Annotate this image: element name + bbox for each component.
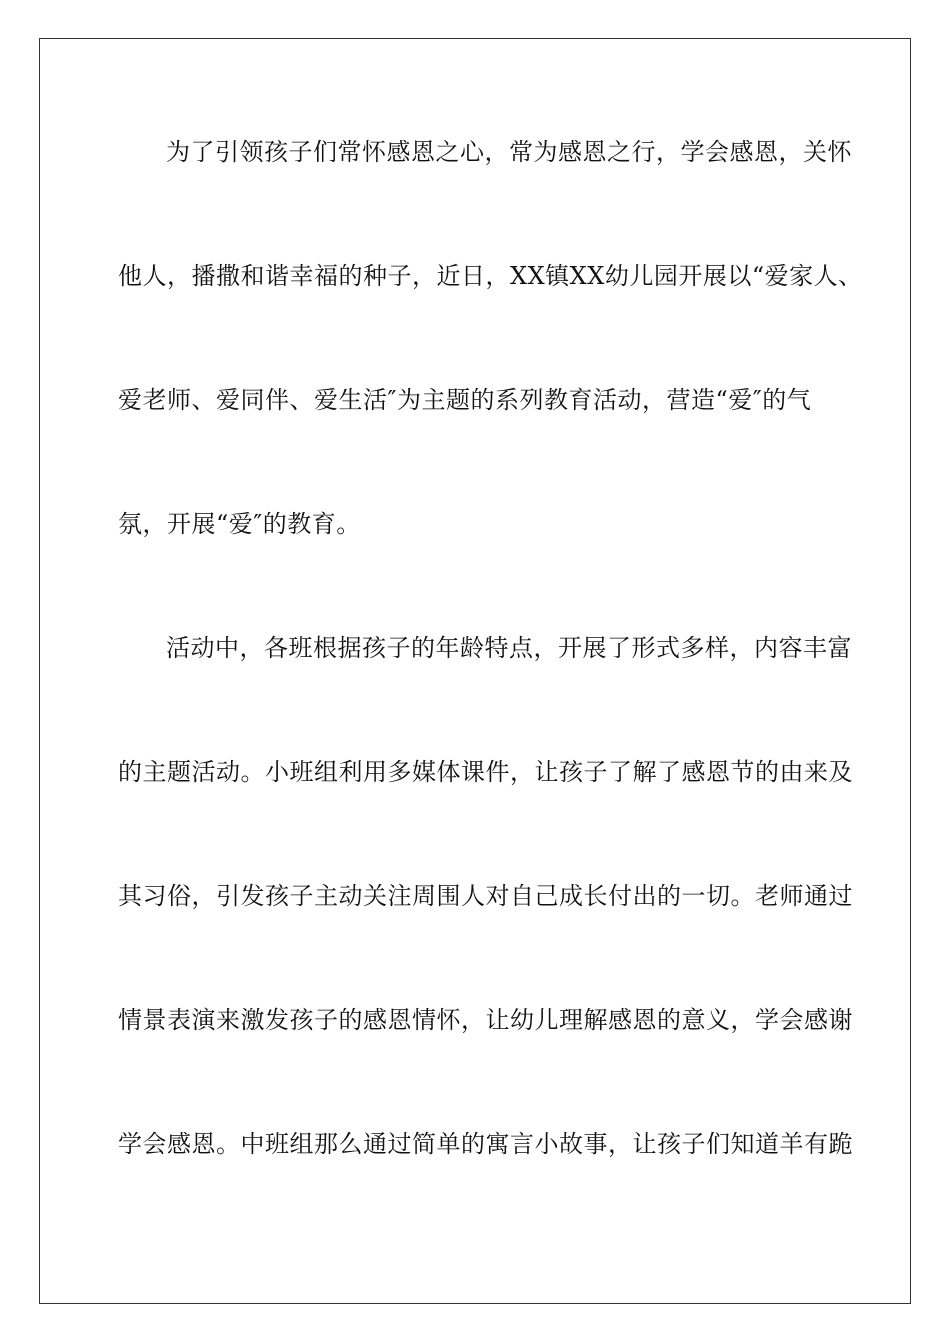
page-frame xyxy=(39,38,911,1304)
paragraph-line: 他人，播撒和谐幸福的种子，近日，XX镇XX幼儿园开展以“爱家人、 xyxy=(118,262,863,290)
paragraph-line: 情景表演来激发孩子的感恩情怀，让幼儿理解感恩的意义，学会感谢 xyxy=(118,1006,853,1034)
paragraph-line: 为了引领孩子们常怀感恩之心，常为感恩之行，学会感恩，关怀 xyxy=(166,138,852,166)
paragraph-line: 爱老师、爱同伴、爱生活″为主题的系列教育活动，营造“爱″的气 xyxy=(118,386,812,414)
paragraph-line: 其习俗，引发孩子主动关注周围人对自己成长付出的一切。老师通过 xyxy=(118,882,853,910)
paragraph-line: 学会感恩。中班组那么通过简单的寓言小故事，让孩子们知道羊有跪 xyxy=(118,1130,853,1158)
paragraph-line: 活动中，各班根据孩子的年龄特点，开展了形式多样，内容丰富 xyxy=(166,634,852,662)
paragraph-line: 氛，开展“爱″的教育。 xyxy=(118,510,361,538)
paragraph-line: 的主题活动。小班组利用多媒体课件，让孩子了解了感恩节的由来及 xyxy=(118,758,853,786)
